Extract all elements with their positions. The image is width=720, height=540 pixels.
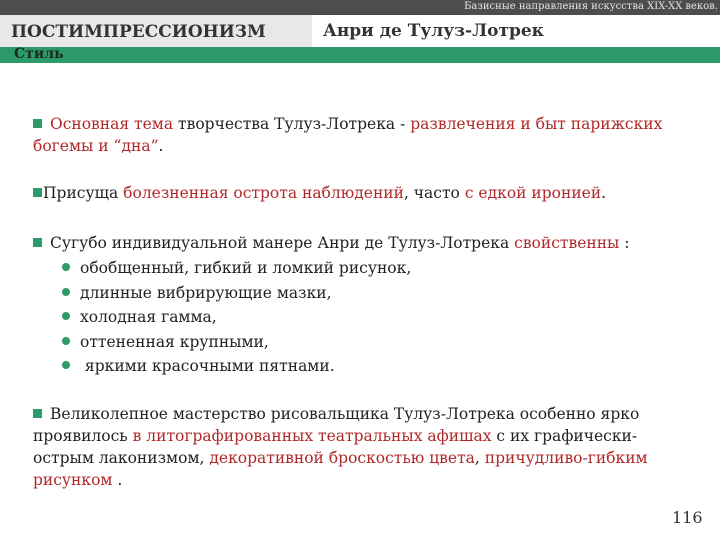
paragraph-main-theme: Основная тема творчества Тулуз-Лотрека - развлечения и быт парижских богемы и “дна”. bbox=[33, 115, 663, 155]
list-item: длинные вибрирующие мазки, bbox=[62, 281, 682, 306]
list-item: яркими красочными пятнами. bbox=[62, 354, 682, 379]
section-title: ПОСТИМПРЕССИОНИЗМ bbox=[11, 22, 266, 42]
paragraph-mastery: Великолепное мастерство рисовальщика Тулуз-Лотрека особенно ярко проявилось в литографированных театральных афишах с их графически-острым лаконизмом, декоративной броскостью цвета, причудливо-гибким рисунком . bbox=[33, 405, 648, 489]
square-bullet-icon bbox=[33, 409, 42, 418]
category-label: Стиль bbox=[14, 46, 64, 62]
round-bullet-icon bbox=[62, 337, 70, 345]
paragraph-observation: Присуща болезненная острота наблюдений, часто с едкой иронией. bbox=[33, 182, 698, 204]
square-bullet-icon bbox=[33, 188, 42, 197]
manner-list bbox=[62, 256, 682, 379]
category-bar bbox=[0, 47, 720, 63]
list-item: обобщенный, гибкий и ломкий рисунок, bbox=[62, 256, 682, 281]
round-bullet-icon bbox=[62, 312, 70, 320]
course-title: Базисные направления искусства XIX-XX веков. bbox=[464, 1, 718, 12]
topic-title: Анри де Тулуз-Лотрек bbox=[323, 21, 544, 41]
list-item: оттененная крупными, bbox=[62, 330, 682, 355]
page-number: 116 bbox=[672, 508, 703, 527]
round-bullet-icon bbox=[62, 288, 70, 296]
list-item: холодная гамма, bbox=[62, 305, 682, 330]
square-bullet-icon bbox=[33, 238, 42, 247]
paragraph-manner: Сугубо индивидуальной манере Анри де Тулуз-Лотрека свойственны : bbox=[33, 232, 698, 254]
square-bullet-icon bbox=[33, 119, 42, 128]
round-bullet-icon bbox=[62, 263, 70, 271]
round-bullet-icon bbox=[62, 361, 70, 369]
